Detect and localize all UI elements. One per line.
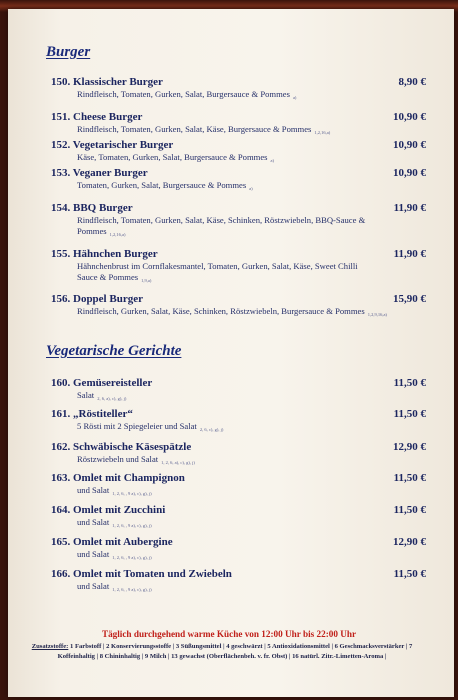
allergen-codes: 1,2,16,a) xyxy=(314,130,331,135)
allergen-codes: a) xyxy=(270,158,274,163)
item-name: 154. BBQ Burger xyxy=(51,202,133,214)
section-title-burger: Burger xyxy=(46,44,91,60)
kitchen-hours: Täglich durchgehend warme Küche von 12:00 Uhr bis 22:00 Uhr xyxy=(101,629,357,639)
menu-item xyxy=(51,376,426,404)
item-description: und Salat $_{1, 2, 6, , 9 a), c), g), j)}$ xyxy=(77,485,152,496)
menu-item xyxy=(51,138,426,166)
item-description: Salat $_{2, 6, a), c), g), j)}$ xyxy=(77,390,127,401)
item-price: 10,90 € xyxy=(393,139,426,151)
menu-item xyxy=(51,440,426,468)
allergen-codes: 1, 2, 6, , 9 a), c), g), j) xyxy=(112,491,152,496)
item-price: 15,90 € xyxy=(393,293,426,305)
item-price: 8,90 € xyxy=(398,76,426,88)
menu-item xyxy=(51,407,426,435)
item-price: 11,90 € xyxy=(393,202,426,214)
menu-item xyxy=(51,292,426,320)
item-description: 5 Rösti mit 2 Spiegeleier und Salat $_{2, 6, c), g), j)}$ xyxy=(77,421,224,432)
menu-item xyxy=(51,166,426,194)
item-description: Rindfleisch, Tomaten, Gurken, Salat, Burgersauce & Pommes $_{a)}$ xyxy=(77,89,297,100)
item-name: 162. Schwäbische Käsespätzle xyxy=(51,441,192,453)
item-price: 10,90 € xyxy=(393,167,426,179)
menu-item xyxy=(51,535,426,563)
item-description: Rindfleisch, Gurken, Salat, Käse, Schinken, Röstzwiebeln, Burgersauce & Pommes $_{1,2,9,16,a)}$ xyxy=(77,306,387,317)
item-price: 12,90 € xyxy=(393,536,426,548)
item-name: 155. Hähnchen Burger xyxy=(51,248,158,260)
item-description: Hähnchenbrust im Cornflakesmantel, Tomaten, Gurken, Salat, Käse, Sweet Chilli Sauce & Pommes $_{1,9,a)}$ xyxy=(77,261,358,283)
menu-item xyxy=(51,110,426,138)
item-description: Rindfleisch, Tomaten, Gurken, Salat, Käse, Schinken, Röstzwiebeln, BBQ-Sauce & Pommes $_{1,2,16,a)}$ xyxy=(77,215,366,237)
item-price: 12,90 € xyxy=(393,441,426,453)
item-name: 166. Omlet mit Tomaten und Zwiebeln xyxy=(51,568,232,580)
allergen-codes: 2, 6, a), c), g), j) xyxy=(97,396,127,401)
item-description: und Salat $_{1, 2, 6, , 9 a), c), g), j)}$ xyxy=(77,581,152,592)
allergen-codes: 1,2,16,a) xyxy=(109,232,126,237)
item-price: 11,50 € xyxy=(393,504,426,516)
allergen-codes: a) xyxy=(292,95,297,100)
menu-item xyxy=(51,247,426,286)
menu-item xyxy=(51,567,426,595)
item-description: und Salat $_{1, 2, 6, , 9 a), c), g), j)}$ xyxy=(77,517,152,528)
item-name: 160. Gemüsereisteller xyxy=(51,377,153,389)
allergen-codes: a) xyxy=(249,186,253,191)
item-price: 11,50 € xyxy=(393,377,426,389)
menu-item xyxy=(51,201,426,240)
item-price: 11,50 € xyxy=(393,408,426,420)
menu-item xyxy=(51,503,426,531)
item-description: Tomaten, Gurken, Salat, Burgersauce & Pommes $_{a)}$ xyxy=(77,180,253,191)
allergen-codes: 1,2,9,16,a) xyxy=(367,312,387,317)
item-name: 153. Veganer Burger xyxy=(51,167,148,179)
item-name: 161. „Röstiteller“ xyxy=(51,408,133,420)
item-name: 150. Klassischer Burger xyxy=(51,76,163,88)
item-name: 163. Omlet mit Champignon xyxy=(51,472,185,484)
menu-item xyxy=(51,471,426,499)
allergen-codes: 1, 2, 6, , 9 a), c), g), j) xyxy=(112,555,152,560)
allergen-codes: 2, 6, c), g), j) xyxy=(199,427,224,432)
item-description: Röstzwiebeln und Salat $_{1, 2, 6, a), c), g), j)}$ xyxy=(77,454,195,465)
allergen-codes: 1,9,a) xyxy=(141,278,152,283)
item-description: und Salat $_{1, 2, 6, , 9 a), c), g), j)}$ xyxy=(77,549,152,560)
allergen-codes: 1, 2, 6, , 9 a), c), g), j) xyxy=(112,523,152,528)
allergen-codes: 1, 2, 6, a), c), g), j) xyxy=(161,460,195,465)
allergen-codes: 1, 2, 6, , 9 a), c), g), j) xyxy=(112,587,152,592)
additives-legend xyxy=(26,642,418,662)
item-description: Rindfleisch, Tomaten, Gurken, Salat, Käse, Burgersauce & Pommes $_{1,2,16,a)}$ xyxy=(77,124,331,135)
item-price: 11,90 € xyxy=(393,248,426,260)
item-price: 11,50 € xyxy=(393,472,426,484)
item-name: 164. Omlet mit Zucchini xyxy=(51,504,166,516)
item-price: 10,90 € xyxy=(393,111,426,123)
item-description: Käse, Tomaten, Gurken, Salat, Burgersauce & Pommes $_{a)}$ xyxy=(77,152,274,163)
additives-label: Zusatzstoffe: xyxy=(31,643,69,650)
menu-item xyxy=(51,75,426,103)
item-name: 156. Doppel Burger xyxy=(51,293,143,305)
item-name: 165. Omlet mit Aubergine xyxy=(51,536,173,548)
additives-text: 1 Farbstoff | 2 Konservierungsstoffe | 3 Süßungsmittel | 4 geschwärzt | 5 Antioxidationsmittel | 6 Geschmacksverstärker | 7 Koffeinhaltig | 8 Chininhaltig | 9 Milch | 13 gewachst (Oberflächenbeh. v. fr. Obst) | 16 natürl. Zitr.-Limetten-Aroma | xyxy=(57,643,413,660)
item-name: 152. Vegetarischer Burger xyxy=(51,139,174,151)
section-title-vegetarische-gerichte: Vegetarische Gerichte xyxy=(46,343,182,359)
item-name: 151. Cheese Burger xyxy=(51,111,143,123)
item-price: 11,50 € xyxy=(393,568,426,580)
menu-page xyxy=(8,9,454,697)
